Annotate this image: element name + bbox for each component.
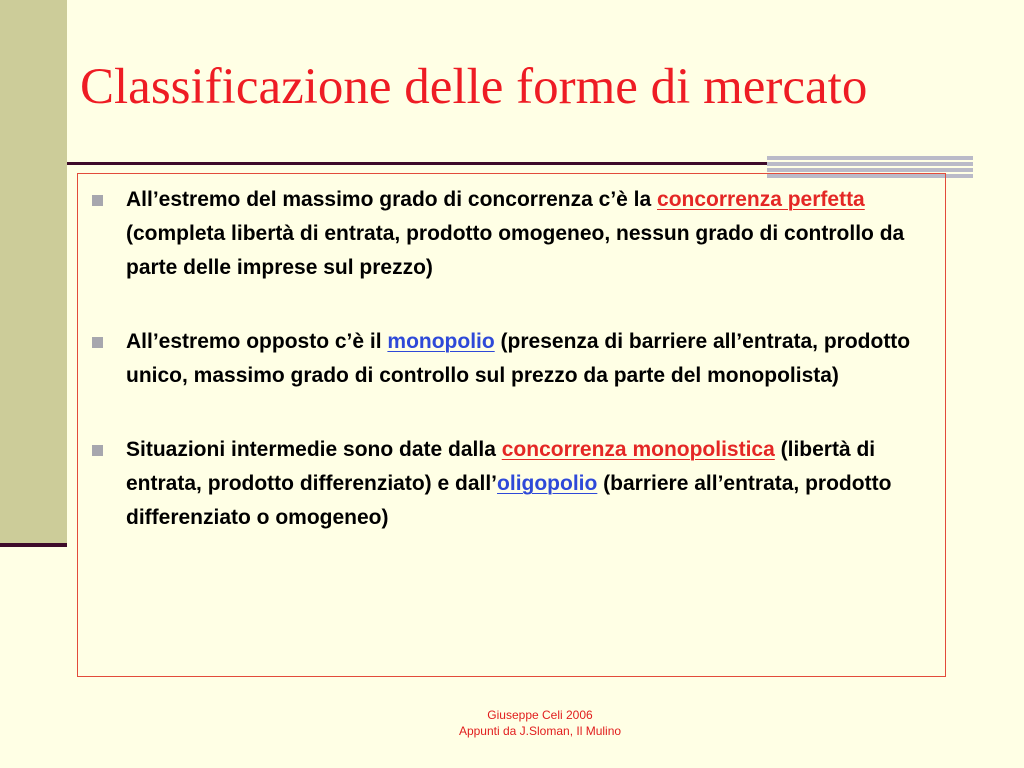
- slide-footer: [380, 707, 700, 739]
- content-box: [77, 173, 946, 677]
- keyword-oligopolio-link[interactable]: oligopolio: [497, 472, 598, 495]
- text-segment: (libertà di entrata, prodotto differenziato) e dall’: [126, 438, 876, 495]
- footer-author: Giuseppe Celi 2006: [487, 708, 593, 722]
- footer-source: Appunti da J.Sloman, Il Mulino: [458, 724, 622, 738]
- square-bullet-icon: [92, 195, 103, 206]
- bullet-item-situazioni-intermedie: [88, 433, 923, 535]
- bullet-item-monopolio: [88, 325, 923, 393]
- bullet-text: [126, 188, 904, 279]
- text-segment: All’estremo del massimo grado di concorrenza c’è la: [126, 188, 658, 211]
- keyword-monopolio-link[interactable]: monopolio: [387, 330, 495, 353]
- bullet-text: [126, 330, 910, 387]
- text-segment: All’estremo opposto c’è il: [126, 330, 388, 353]
- left-decorative-bar: [0, 0, 67, 543]
- bullet-text: [126, 438, 891, 529]
- square-bullet-icon: [92, 337, 103, 348]
- bullet-item-concorrenza-perfetta: [88, 183, 923, 285]
- square-bullet-icon: [92, 445, 103, 456]
- text-segment: Situazioni intermedie sono date dalla: [126, 438, 502, 461]
- bullet-list: [88, 183, 923, 535]
- slide-title: Classificazione delle forme di mercato: [80, 59, 868, 115]
- left-bar-underline: [0, 543, 67, 547]
- text-segment: (barriere all’entrata, prodotto differenziato o omogeneo): [126, 472, 892, 529]
- keyword-concorrenza-perfetta[interactable]: concorrenza perfetta: [657, 188, 865, 211]
- keyword-concorrenza-monopolistica[interactable]: concorrenza monopolistica: [501, 438, 775, 461]
- text-segment: (completa libertà di entrata, prodotto omogeneo, nessun grado di controllo da parte delle imprese sul prezzo): [126, 222, 905, 279]
- text-segment: (presenza di barriere all’entrata, prodotto unico, massimo grado di controllo sul prezzo da parte del monopolista): [126, 330, 911, 387]
